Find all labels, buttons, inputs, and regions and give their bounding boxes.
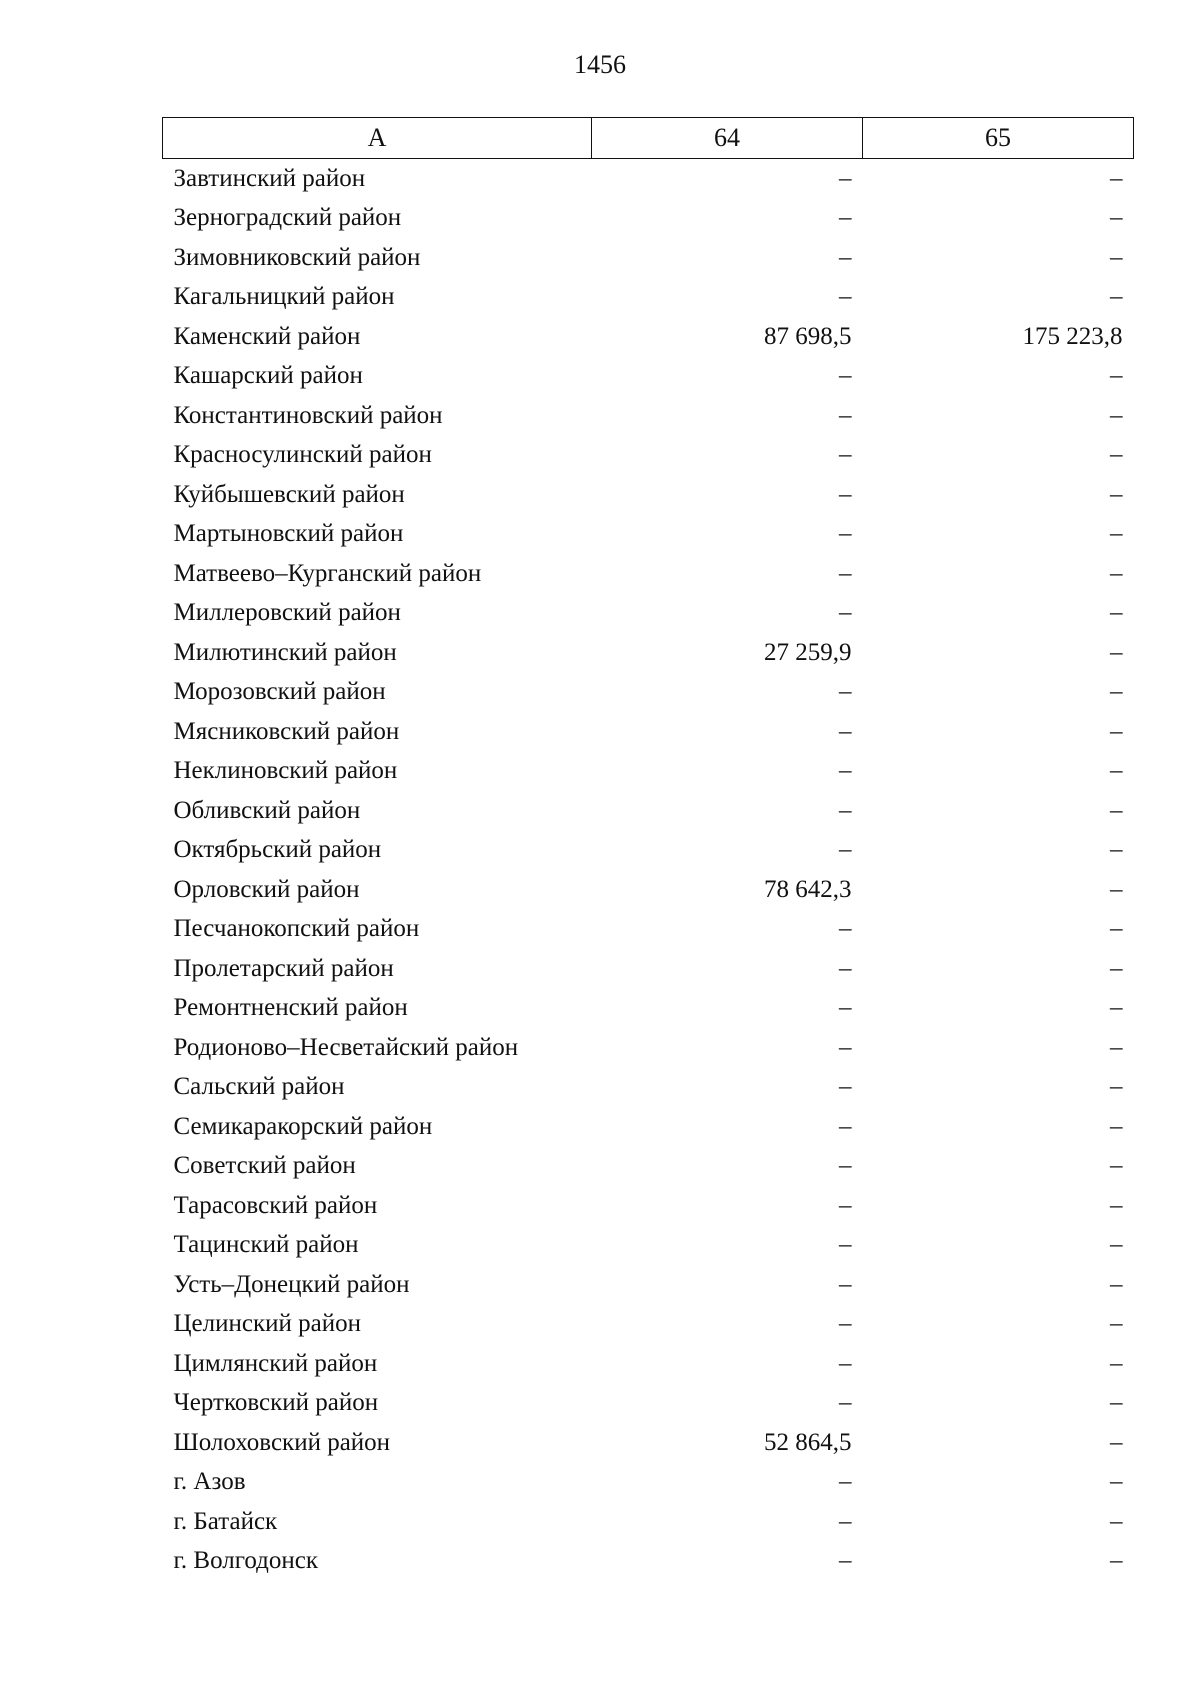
table-row: [163, 159, 1134, 199]
table-row: [163, 357, 1134, 397]
table-row: [163, 831, 1134, 871]
value-cell-64: –: [839, 757, 852, 785]
table-row: [163, 515, 1134, 555]
district-name-cell: Усть–Донецкий район: [173, 1270, 410, 1298]
district-name-cell: г. Батайск: [173, 1507, 278, 1535]
value-cell-64: –: [839, 164, 852, 192]
district-name-cell: Неклиновский район: [173, 757, 398, 785]
table-row: [163, 1147, 1134, 1187]
value-cell-65: –: [1110, 1428, 1123, 1456]
value-cell-65: 175 223,8: [1022, 322, 1123, 350]
value-cell-64: –: [839, 915, 852, 943]
column-header-64: 64: [592, 118, 863, 159]
table-row: [163, 791, 1134, 831]
table-row: [163, 1305, 1134, 1345]
district-name-cell: Каменский район: [173, 322, 361, 350]
table-row: [163, 1384, 1134, 1424]
table-row: [163, 1502, 1134, 1542]
value-cell-65: –: [1110, 480, 1123, 508]
value-cell-64: –: [839, 1547, 852, 1575]
value-cell-64: –: [839, 599, 852, 627]
district-name-cell: Чертковский район: [173, 1389, 379, 1417]
district-name-cell: Милютинский район: [173, 638, 397, 666]
district-name-cell: Кагальницкий район: [173, 283, 395, 311]
table-header-row: [163, 118, 1134, 159]
value-cell-65: –: [1110, 796, 1123, 824]
value-cell-64: –: [839, 401, 852, 429]
value-cell-64: –: [839, 1468, 852, 1496]
district-name-cell: Морозовский район: [173, 678, 386, 706]
table-row: [163, 633, 1134, 673]
table-row: [163, 594, 1134, 634]
value-cell-64: –: [839, 678, 852, 706]
value-cell-64: –: [839, 717, 852, 745]
district-name-cell: Куйбышевский район: [173, 480, 405, 508]
table-row: [163, 475, 1134, 515]
value-cell-65: –: [1110, 994, 1123, 1022]
value-cell-64: 87 698,5: [764, 322, 852, 350]
value-cell-64: –: [839, 283, 852, 311]
district-name-cell: Ремонтненский район: [173, 994, 408, 1022]
table-row: [163, 317, 1134, 357]
value-cell-64: –: [839, 1349, 852, 1377]
value-cell-65: –: [1110, 1033, 1123, 1061]
table-row: [163, 712, 1134, 752]
value-cell-64: –: [839, 243, 852, 271]
value-cell-64: –: [839, 520, 852, 548]
value-cell-64: –: [839, 994, 852, 1022]
district-name-cell: г. Волгодонск: [173, 1547, 319, 1575]
district-name-cell: Красносулинский район: [173, 441, 432, 469]
value-cell-64: –: [839, 1231, 852, 1259]
column-header-65: 65: [863, 118, 1134, 159]
value-cell-65: –: [1110, 1191, 1123, 1219]
table-row: [163, 673, 1134, 713]
district-name-cell: Песчанокопский район: [173, 915, 420, 943]
value-cell-64: –: [839, 1033, 852, 1061]
value-cell-65: –: [1110, 1231, 1123, 1259]
table-row: [163, 1423, 1134, 1463]
value-cell-65: –: [1110, 1547, 1123, 1575]
value-cell-65: –: [1110, 1349, 1123, 1377]
value-cell-65: –: [1110, 164, 1123, 192]
table-row: [163, 278, 1134, 318]
table-row: [163, 1186, 1134, 1226]
value-cell-64: –: [839, 441, 852, 469]
district-name-cell: Константиновский район: [173, 401, 443, 429]
district-name-cell: Зерноградский район: [173, 204, 402, 232]
table-row: [163, 949, 1134, 989]
value-cell-65: –: [1110, 401, 1123, 429]
table-row: [163, 1542, 1134, 1582]
table-row: [163, 199, 1134, 239]
table-body: [163, 159, 1134, 1582]
value-cell-65: –: [1110, 1389, 1123, 1417]
district-name-cell: г. Азов: [173, 1468, 246, 1496]
table-row: [163, 396, 1134, 436]
district-name-cell: Орловский район: [173, 875, 360, 903]
district-name-cell: Родионово–Несветайский район: [173, 1033, 519, 1061]
value-cell-64: –: [839, 1112, 852, 1140]
table-row: [163, 1344, 1134, 1384]
table-row: [163, 238, 1134, 278]
district-name-cell: Тацинский район: [173, 1231, 359, 1259]
value-cell-64: –: [839, 1507, 852, 1535]
value-cell-65: –: [1110, 559, 1123, 587]
table-row: [163, 436, 1134, 476]
district-name-cell: Октябрьский район: [173, 836, 382, 864]
table-row: [163, 1265, 1134, 1305]
district-name-cell: Миллеровский район: [173, 599, 401, 627]
value-cell-65: –: [1110, 441, 1123, 469]
data-table: [162, 117, 1134, 1581]
district-name-cell: Кашарский район: [173, 362, 363, 390]
value-cell-64: –: [839, 1389, 852, 1417]
value-cell-65: –: [1110, 836, 1123, 864]
value-cell-65: –: [1110, 717, 1123, 745]
column-header-a: А: [163, 118, 592, 159]
table-row: [163, 1028, 1134, 1068]
value-cell-64: –: [839, 954, 852, 982]
page-number: 1456: [574, 50, 626, 79]
value-cell-64: –: [839, 1270, 852, 1298]
table-row: [163, 910, 1134, 950]
value-cell-65: –: [1110, 757, 1123, 785]
value-cell-64: –: [839, 480, 852, 508]
value-cell-65: –: [1110, 599, 1123, 627]
value-cell-65: –: [1110, 1270, 1123, 1298]
table-row: [163, 752, 1134, 792]
value-cell-64: 27 259,9: [764, 638, 852, 666]
table-row: [163, 870, 1134, 910]
district-name-cell: Советский район: [173, 1152, 356, 1180]
table-row: [163, 1107, 1134, 1147]
value-cell-65: –: [1110, 1112, 1123, 1140]
district-name-cell: Цимлянский район: [173, 1349, 378, 1377]
table-row: [163, 554, 1134, 594]
value-cell-65: –: [1110, 875, 1123, 903]
value-cell-65: –: [1110, 1073, 1123, 1101]
value-cell-65: –: [1110, 283, 1123, 311]
value-cell-65: –: [1110, 1152, 1123, 1180]
value-cell-64: –: [839, 1152, 852, 1180]
district-name-cell: Обливский район: [173, 796, 361, 824]
district-name-cell: Тарасовский район: [173, 1191, 378, 1219]
value-cell-64: –: [839, 204, 852, 232]
district-name-cell: Шолоховский район: [173, 1428, 391, 1456]
value-cell-65: –: [1110, 638, 1123, 666]
value-cell-65: –: [1110, 362, 1123, 390]
value-cell-64: –: [839, 1073, 852, 1101]
value-cell-65: –: [1110, 678, 1123, 706]
value-cell-64: –: [839, 796, 852, 824]
value-cell-64: –: [839, 1310, 852, 1338]
value-cell-65: –: [1110, 1310, 1123, 1338]
table-row: [163, 1226, 1134, 1266]
value-cell-65: –: [1110, 520, 1123, 548]
value-cell-65: –: [1110, 915, 1123, 943]
value-cell-64: 52 864,5: [764, 1428, 852, 1456]
table-row: [163, 1463, 1134, 1503]
value-cell-65: –: [1110, 1468, 1123, 1496]
district-name-cell: Матвеево–Курганский район: [173, 559, 482, 587]
value-cell-65: –: [1110, 954, 1123, 982]
value-cell-64: –: [839, 836, 852, 864]
district-name-cell: Целинский район: [173, 1310, 361, 1338]
district-name-cell: Зимовниковский район: [173, 243, 421, 271]
district-name-cell: Пролетарский район: [173, 954, 394, 982]
district-name-cell: Мартыновский район: [173, 520, 404, 548]
district-name-cell: Мясниковский район: [173, 717, 400, 745]
district-name-cell: Завтинский район: [173, 164, 366, 192]
table-row: [163, 1068, 1134, 1108]
district-name-cell: Семикаракорский район: [173, 1112, 433, 1140]
district-name-cell: Сальский район: [173, 1073, 345, 1101]
table-row: [163, 989, 1134, 1029]
value-cell-65: –: [1110, 1507, 1123, 1535]
value-cell-65: –: [1110, 204, 1123, 232]
value-cell-64: –: [839, 1191, 852, 1219]
value-cell-64: 78 642,3: [764, 875, 852, 903]
value-cell-64: –: [839, 362, 852, 390]
value-cell-64: –: [839, 559, 852, 587]
value-cell-65: –: [1110, 243, 1123, 271]
